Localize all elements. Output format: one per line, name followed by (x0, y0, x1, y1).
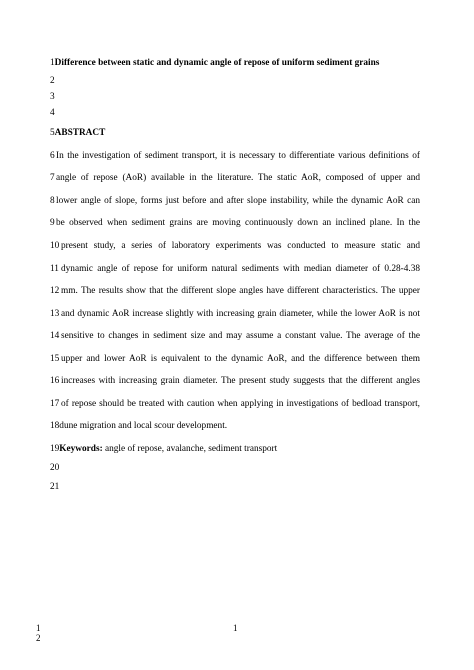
keywords-text: angle of repose, avalanche, sediment transport (102, 444, 278, 454)
abstract-heading: ABSTRACT (54, 128, 106, 138)
line-number: 9 (50, 218, 55, 228)
line-number: 11 (50, 264, 59, 274)
abstract-text: dune migration and local scour development. (59, 421, 228, 431)
paper-title: Difference between static and dynamic angle of repose of uniform sediment grains (54, 58, 380, 68)
blank-line (50, 462, 420, 474)
line-number: 8 (50, 196, 55, 206)
page-number: 1 (233, 623, 238, 633)
blank-line (50, 91, 420, 103)
abstract-text: and dynamic AoR increase slightly with increasing grain diameter, while the lower AoR is not (61, 309, 420, 319)
line-number: 2 (50, 76, 55, 86)
abstract-text: increases with increasing grain diameter. The present study suggests that the different angles (61, 376, 420, 386)
blank-line (50, 481, 420, 493)
abstract-text: mm. The results show that the different slope angles have different characteristics. The upper (61, 286, 420, 296)
line-number: 7 (50, 173, 55, 183)
abstract-text: angle of repose (AoR) available in the literature. The static AoR, composed of upper and (56, 173, 420, 183)
line-number: 14 (50, 331, 60, 341)
title-line (50, 57, 420, 69)
line-number: 1 (50, 58, 55, 68)
abstract-heading-line (50, 127, 420, 139)
line-number: 16 (50, 376, 60, 386)
blank-line (50, 107, 420, 119)
abstract-text: of repose should be treated with caution when applying in investigations of bedload transport, (61, 399, 420, 409)
abstract-text: be observed when sediment grains are moving continuously down an inclined plane. In the (56, 218, 420, 228)
line-number: 5 (50, 128, 55, 138)
line-number: 6 (50, 151, 55, 161)
line-number: 18 (50, 421, 60, 431)
abstract-text: dynamic angle of repose for uniform natural sediments with median diameter of 0.28-4.38 (61, 264, 420, 274)
line-number: 19 (50, 444, 60, 454)
line-number: 10 (50, 241, 60, 251)
abstract-text: lower angle of slope, forms just before and after slope instability, while the dynamic AoR can (56, 196, 420, 206)
keywords-line (50, 443, 420, 455)
footer-line-number: 2 (36, 633, 41, 643)
line-number: 3 (50, 92, 55, 102)
line-number: 13 (50, 309, 60, 319)
abstract-line-last (50, 420, 420, 432)
abstract-text: sensitive to changes in sediment size and may assume a constant value. The average of the (61, 331, 420, 341)
abstract-text: upper and lower AoR is equivalent to the dynamic AoR, and the difference between them (61, 354, 420, 364)
line-number: 4 (50, 108, 55, 118)
line-number: 12 (50, 286, 60, 296)
line-number: 21 (50, 482, 60, 492)
footer-line-number: 1 (36, 623, 41, 633)
abstract-text: In the investigation of sediment transport, it is necessary to differentiate various definitions of (56, 151, 420, 161)
line-number: 17 (50, 399, 60, 409)
line-number: 15 (50, 354, 60, 364)
line-number: 20 (50, 463, 60, 473)
keywords-label: Keywords: (59, 444, 103, 454)
blank-line (50, 75, 420, 87)
abstract-text: present study, a series of laboratory experiments was conducted to measure static and (61, 241, 420, 251)
